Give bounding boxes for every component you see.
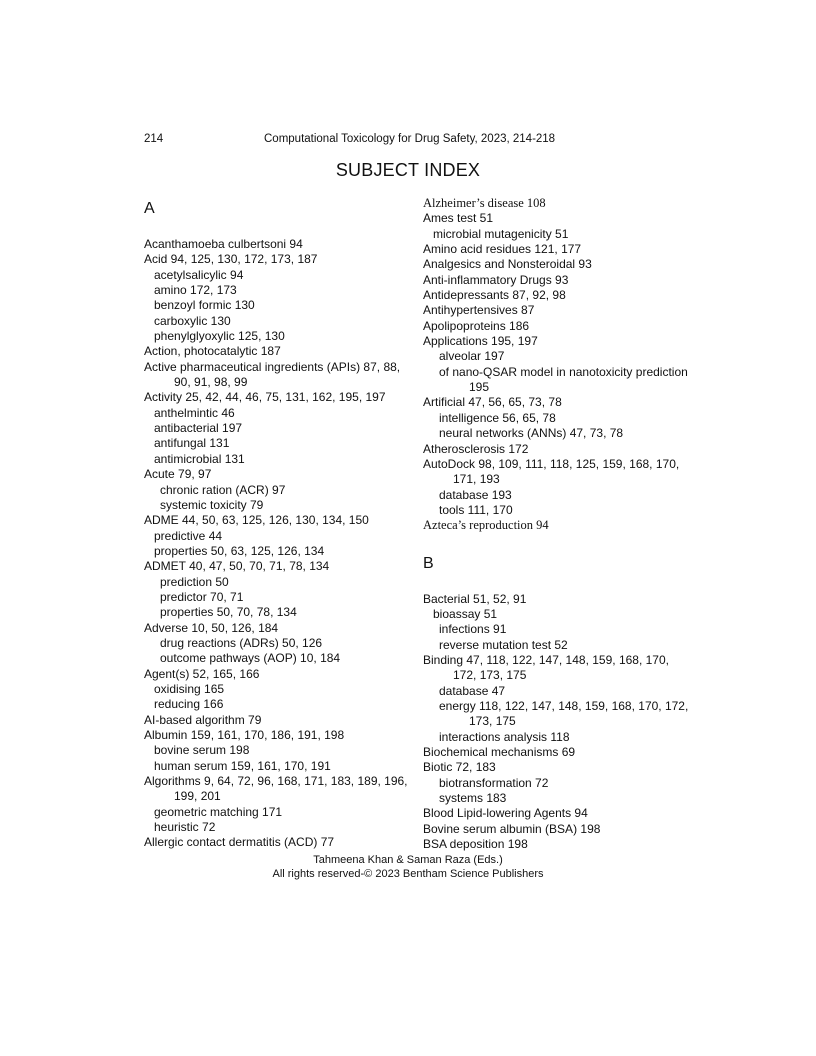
- index-entry: BSA deposition 198: [423, 837, 528, 852]
- index-subentry: human serum 159, 161, 170, 191: [154, 758, 331, 773]
- index-column-left: [144, 196, 414, 851]
- index-subentry: carboxylic 130: [154, 313, 231, 328]
- index-entry: Anti-inflammatory Drugs 93: [423, 272, 569, 287]
- index-entry: Biochemical mechanisms 69: [423, 745, 576, 759]
- index-subentry: anthelmintic 46: [154, 405, 235, 420]
- index-subentry: microbial mutagenicity 51: [433, 226, 569, 241]
- index-entry: Bovine serum albumin (BSA) 198: [423, 821, 601, 836]
- index-subentry: neural networks (ANNs) 47, 73, 78: [439, 426, 624, 441]
- index-entry: Ames test 51: [423, 211, 494, 226]
- index-entry: Adverse 10, 50, 126, 184: [144, 620, 279, 635]
- index-column-right: [423, 196, 693, 852]
- index-subentry: heuristic 72: [154, 820, 216, 835]
- index-subentry: systems 183: [439, 791, 507, 806]
- index-subentry: systemic toxicity 79: [160, 497, 264, 512]
- page-footer: [144, 853, 672, 881]
- index-subentry: database 193: [439, 487, 512, 502]
- index-subentry: prediction 50: [160, 574, 229, 589]
- index-subentry: bovine serum 198: [154, 743, 250, 758]
- index-subentry: antifungal 131: [154, 436, 230, 451]
- index-subentry: tools 111, 170: [439, 502, 513, 517]
- index-subentry: geometric matching 171: [154, 804, 283, 819]
- journal-citation: Computational Toxicology for Drug Safety, 2023, 214-218: [264, 133, 556, 145]
- index-subentry: antimicrobial 131: [154, 451, 245, 466]
- index-subentry: infections 91: [439, 622, 507, 637]
- index-entry: Action, photocatalytic 187: [144, 344, 281, 359]
- index-subentry: outcome pathways (AOP) 10, 184: [160, 651, 341, 666]
- index-subentry: properties 50, 63, 125, 126, 134: [154, 543, 325, 558]
- index-subentry: antibacterial 197: [154, 421, 243, 436]
- index-entry: Algorithms 9, 64, 72, 96, 168, 171, 183, 189, 196, 199, 201: [144, 774, 408, 804]
- index-entry: Allergic contact dermatitis (ACD) 77: [144, 835, 335, 850]
- index-entry: Alzheimer’s disease 108: [423, 196, 546, 210]
- index-entry: ADMET 40, 47, 50, 70, 71, 78, 134: [144, 559, 330, 574]
- index-entry: AI-based algorithm 79: [144, 712, 262, 727]
- index-entry: Active pharmaceutical ingredients (APIs) 87, 88, 90, 91, 98, 99: [144, 359, 401, 390]
- page-title: SUBJECT INDEX: [335, 160, 481, 180]
- section-spacer: [423, 534, 693, 551]
- index-section-letter: B: [423, 554, 434, 572]
- section-spacer: [423, 575, 693, 592]
- index-entry: Agent(s) 52, 165, 166: [144, 666, 260, 681]
- index-entry: Binding 47, 118, 122, 147, 148, 159, 168, 170, 172, 173, 175: [423, 652, 669, 683]
- index-entry: Analgesics and Nonsteroidal 93: [423, 257, 592, 272]
- index-subentry: biotransformation 72: [439, 775, 549, 790]
- section-spacer: [144, 220, 414, 237]
- index-subentry: phenylglyoxylic 125, 130: [154, 329, 285, 344]
- index-entry: AutoDock 98, 109, 111, 118, 125, 159, 168, 170, 171, 193: [423, 456, 680, 487]
- index-section-letter: A: [144, 200, 155, 217]
- page-number: 214: [144, 133, 164, 145]
- index-entry: Acute 79, 97: [144, 467, 212, 482]
- index-entry: Bacterial 51, 52, 91: [423, 591, 527, 606]
- index-subentry: benzoyl formic 130: [154, 298, 255, 313]
- index-subentry: bioassay 51: [433, 606, 498, 621]
- footer-copyright: All rights reserved-© 2023 Bentham Science Publishers: [272, 868, 544, 880]
- index-subentry: chronic ration (ACR) 97: [160, 482, 286, 497]
- index-subentry: reverse mutation test 52: [439, 637, 568, 652]
- index-entry: Atherosclerosis 172: [423, 441, 529, 456]
- index-entry: Applications 195, 197: [423, 334, 538, 349]
- index-entry: Apolipoproteins 186: [423, 318, 530, 333]
- index-subentry: properties 50, 70, 78, 134: [160, 605, 297, 620]
- index-subentry: of nano-QSAR model in nanotoxicity prediction 195: [439, 364, 688, 395]
- index-entry: Azteca’s reproduction 94: [423, 518, 549, 533]
- footer-editors: Tahmeena Khan & Saman Raza (Eds.): [313, 854, 503, 866]
- index-subentry: alveolar 197: [439, 349, 505, 364]
- index-subentry: energy 118, 122, 147, 148, 159, 168, 170, 172, 173, 175: [439, 698, 689, 729]
- index-entry: Amino acid residues 121, 177: [423, 242, 582, 257]
- index-entry: Activity 25, 42, 44, 46, 75, 131, 162, 195, 197: [144, 390, 386, 405]
- index-subentry: interactions analysis 118: [439, 729, 570, 744]
- index-entry: Acid 94, 125, 130, 172, 173, 187: [144, 252, 318, 267]
- index-entry: Antidepressants 87, 92, 98: [423, 288, 566, 303]
- index-entry: Artificial 47, 56, 65, 73, 78: [423, 395, 562, 410]
- index-subentry: database 47: [439, 683, 506, 698]
- index-subentry: reducing 166: [154, 697, 224, 712]
- index-subentry: intelligence 56, 65, 78: [439, 410, 556, 425]
- index-subentry: predictor 70, 71: [160, 589, 244, 604]
- index-entry: Blood Lipid-lowering Agents 94: [423, 806, 588, 821]
- index-subentry: amino 172, 173: [154, 283, 237, 298]
- index-subentry: oxidising 165: [154, 681, 225, 696]
- index-entry: Acanthamoeba culbertsoni 94: [144, 237, 303, 251]
- index-entry: Biotic 72, 183: [423, 760, 496, 775]
- index-entry: ADME 44, 50, 63, 125, 126, 130, 134, 150: [144, 513, 369, 528]
- index-subentry: predictive 44: [154, 528, 223, 543]
- index-entry: Antihypertensives 87: [423, 303, 535, 318]
- index-entry: Albumin 159, 161, 170, 186, 191, 198: [144, 728, 345, 742]
- index-subentry: acetylsalicylic 94: [154, 267, 244, 282]
- index-subentry: drug reactions (ADRs) 50, 126: [160, 635, 323, 650]
